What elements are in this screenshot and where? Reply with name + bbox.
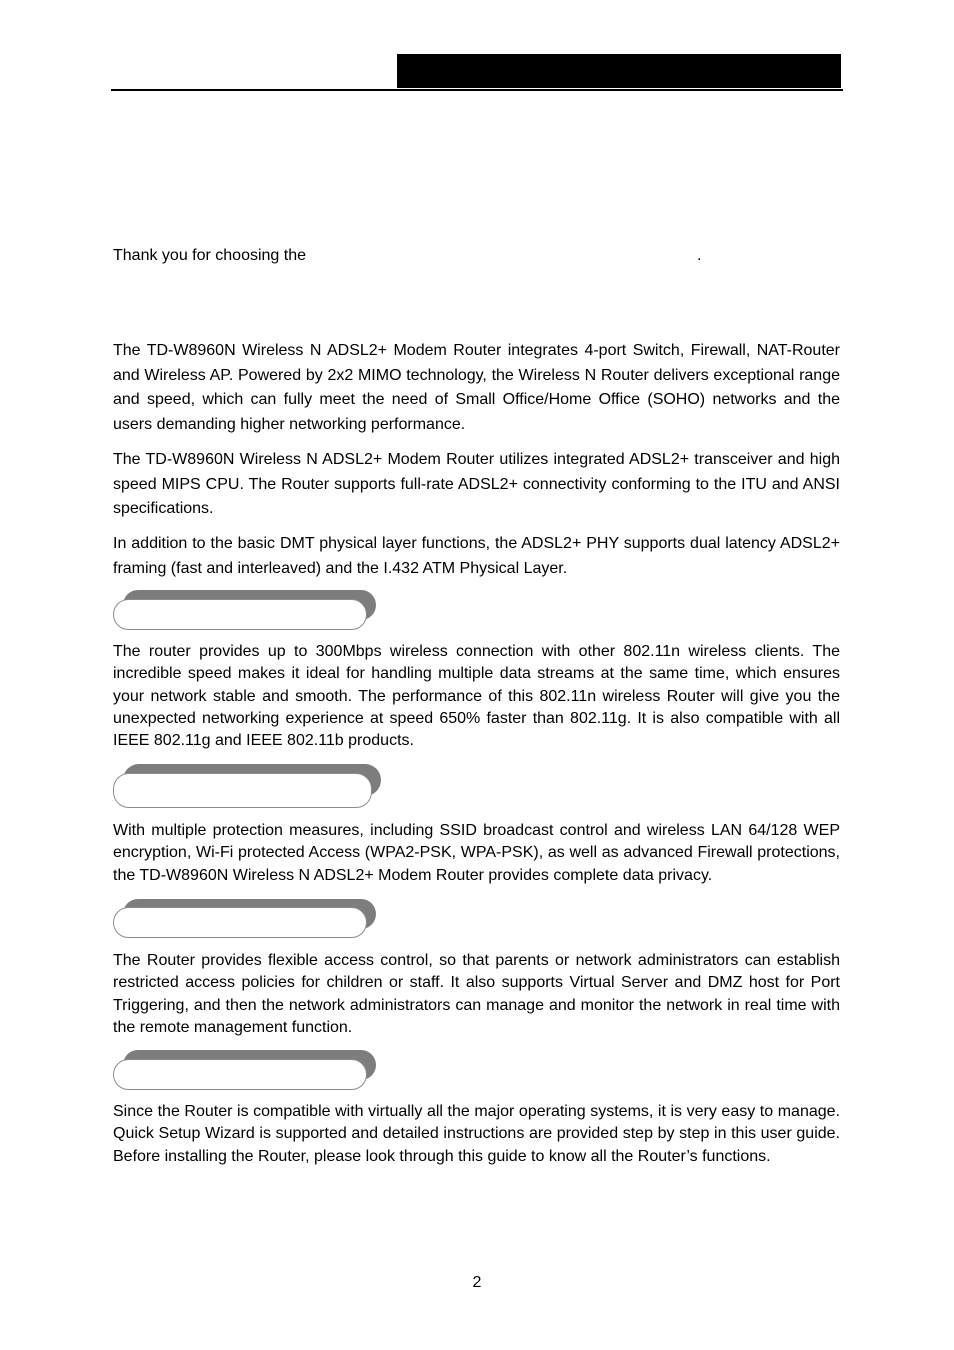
intro-period: . (697, 247, 702, 264)
section-paragraph-1: The router provides up to 300Mbps wireless connection with other 802.11n wireless clients. The incredible speed makes it ideal for handling multiple data streams at the same time, which ensures your network stable and smooth. The performance of this 802.11n wireless Router will give you the unexpected networking experience at speed 650% faster than 802.11g. It is also compatible with all IEEE 802.11g and IEEE 802.11b products. (113, 643, 840, 750)
intro-text: Thank you for choosing the (113, 247, 307, 264)
section-paragraph-4: Since the Router is compatible with virtually all the major operating systems, it is very easy to manage. Quick Setup Wizard is supported and detailed instructions are provided step by step in this user guide. Before installing the Router, please look through this guide to know all the Router’s functions. (113, 1103, 840, 1165)
header-bar (397, 54, 841, 88)
intro-line (113, 246, 843, 266)
header-rule (111, 89, 843, 91)
section-paragraph-3: The Router provides flexible access control, so that parents or network administrators can establish restricted access policies for children or staff. It also supports Virtual Server and DMZ host for Port Triggering, and then the network administrators can manage and monitor the network in real time with the remote management function. (113, 952, 840, 1036)
overview-paragraph-1: The TD-W8960N Wireless N ADSL2+ Modem Router integrates 4-port Switch, Firewall, NAT-Router and Wireless AP. Powered by 2x2 MIMO technology, the Wireless N Router delivers exceptional range and speed, which can fully meet the need of Small Office/Home Office (SOHO) networks and the users demanding higher networking performance. (113, 342, 840, 434)
overview-paragraph-3: In addition to the basic DMT physical layer functions, the ADSL2+ PHY supports dual latency ADSL2+ framing (fast and interleaved) and the I.432 ATM Physical Layer. (113, 535, 840, 577)
section-paragraph-2: With multiple protection measures, including SSID broadcast control and wireless LAN 64/128 WEP encryption, Wi-Fi protected Access (WPA2-PSK, WPA-PSK), as well as advanced Firewall protections, the TD-W8960N Wireless N ADSL2+ Modem Router provides complete data privacy. (113, 822, 840, 884)
page-number: 2 (472, 1274, 482, 1291)
overview-paragraph-2: The TD-W8960N Wireless N ADSL2+ Modem Router utilizes integrated ADSL2+ transceiver and high speed MIPS CPU. The Router supports full-rate ADSL2+ connectivity conforming to the ITU and ANSI specifications. (113, 451, 840, 518)
